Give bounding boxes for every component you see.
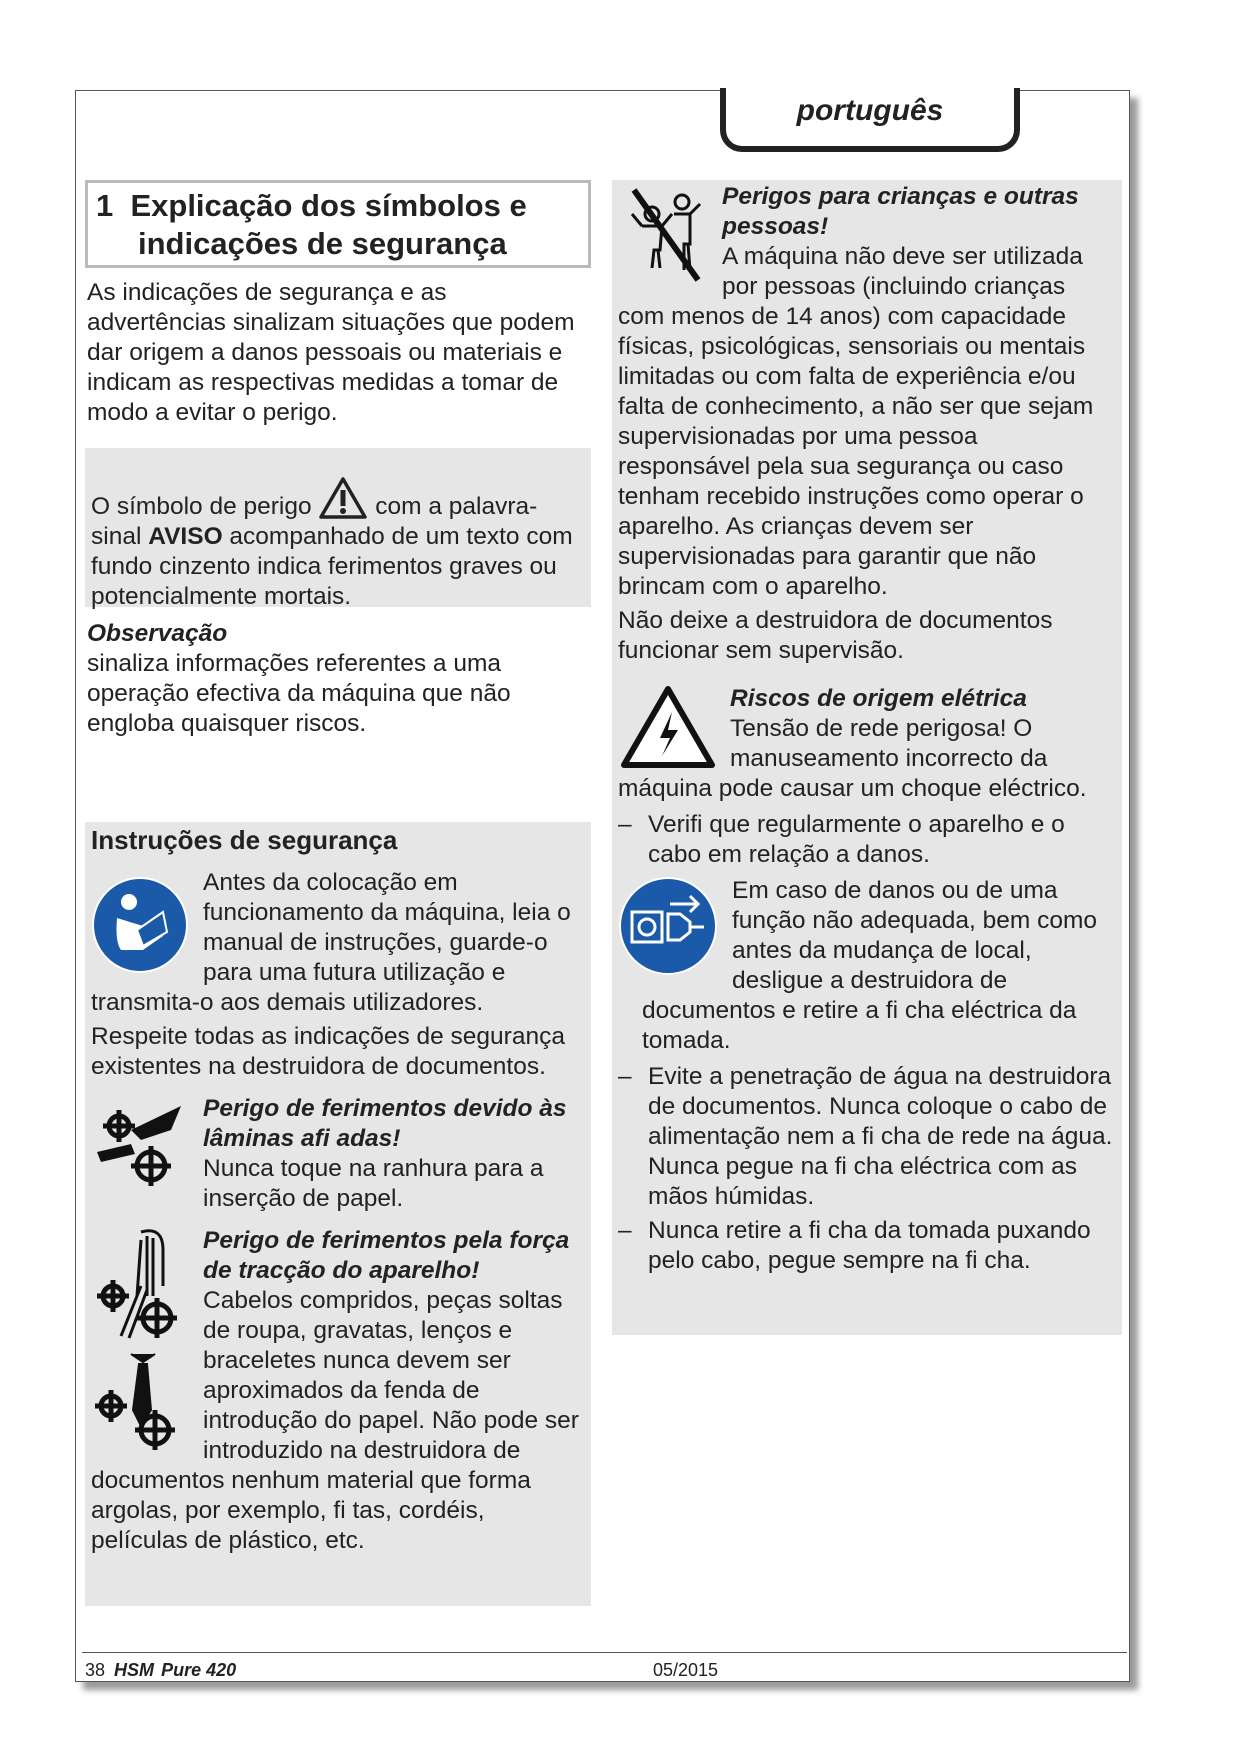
electric-text: Tensão de rede perigosa! O manuseamento incorrecto da máquina pode causar um choque eléctrico. [618, 715, 1087, 802]
read-manual-icon [91, 876, 189, 974]
bullet-check-text: Verifi que regularmente o aparelho e o cabo em relação a danos. [648, 811, 1065, 868]
intro-paragraph: As indicações de segurança e as advertências sinalizam situações que podem dar origem a danos pessoais ou materiais e indicam as respectivas medidas a tomar de modo a evitar o perigo. [87, 279, 575, 426]
footer [85, 1660, 1125, 1681]
bullet-check [618, 810, 1116, 870]
warning-keyword: AVISO [148, 523, 223, 550]
safety-box [85, 822, 591, 1606]
hair-gear-icon [91, 1226, 189, 1346]
electric-hazard-icon [620, 684, 716, 770]
brand-logo: HSM [114, 1660, 155, 1680]
children-title: Perigos para crianças e outras pessoas! [722, 183, 1079, 240]
left-column [85, 180, 591, 1554]
page-number: 38 [85, 1660, 106, 1680]
blades-text: Nunca toque na ranhura para a inserção de papel. [203, 1155, 544, 1212]
right-column [612, 180, 1122, 1335]
language-tab [720, 88, 1020, 152]
unattended-text: Não deixe a destruidora de documentos funcionar sem supervisão. [618, 607, 1053, 664]
section-title-box [85, 180, 591, 268]
children-text: A máquina não deve ser utilizada por pessoas (incluindo crianças com menos de 14 anos) com capacidade físicas, psicológicas, sensoriais ou mentais limitadas ou com falta de experiência e/ou falta de conhecimento, a não ser que sejam supervisionadas por uma pessoa responsável pela sua segurança ou caso tenham recebido instruções como operar o aparelho. As crianças devem ser supervisionadas para garantir que não brincam com o aparelho. [618, 243, 1094, 600]
bullet-pull [618, 1216, 1116, 1276]
pull-text: Cabelos compridos, peças soltas de roupa, gravatas, lenços e braceletes nunca devem ser aproximados da fenda de introdução do papel. Não pode ser introduzido na destruidora de documentos nenhum material que forma argolas, por exemplo, fi tas, cordéis, películas de plástico, etc. [91, 1287, 579, 1554]
tie-gear-icon [91, 1350, 189, 1460]
dash-bullet: – [618, 1063, 632, 1090]
observation-title: Observação [87, 620, 228, 647]
warning-mid: com a palavra-sinal [91, 493, 538, 550]
dash-bullet: – [618, 811, 632, 838]
children-block [618, 182, 1116, 602]
section-title-line1: 1 Explicação dos símbolos e [96, 188, 527, 223]
respect-text: Respeite todas as indicações de segurança existentes na destruidora de documentos. [91, 1023, 565, 1080]
blades-block [91, 1094, 585, 1214]
bullet-water [618, 1062, 1116, 1212]
bullet-pull-text: Nunca retire a fi cha da tomada puxando pelo cabo, pegue sempre na fi cha. [648, 1217, 1091, 1274]
unplug-text: Em caso de danos ou de uma função não adequada, bem como antes da mudança de local, desligue a destruidora de documentos e retire a fi cha eléctrica da tomada. [642, 877, 1098, 1054]
pull-block [91, 1226, 585, 1556]
manual-text: Antes da colocação em funcionamento da máquina, leia o manual de instruções, guarde-o para uma futura utilização e transmita-o aos demais utilizadores. [91, 869, 571, 1016]
electric-block [618, 684, 1116, 804]
electric-title: Riscos de origem elétrica [730, 685, 1027, 712]
observation-text: sinaliza informações referentes a uma operação efectiva da máquina que não engloba quaisquer riscos. [87, 650, 511, 737]
manual-block [91, 868, 585, 1018]
dash-bullet: – [618, 1217, 632, 1244]
pull-icons [91, 1226, 189, 1460]
warning-box [85, 448, 591, 610]
footer-rule [82, 1652, 1127, 1653]
bullet-water-text: Evite a penetração de água na destruidora de documentos. Nunca coloque o cabo de alimentação nem a fi cha de rede na água. Nunca pegue na fi cha eléctrica com as mãos húmidas. [648, 1063, 1113, 1210]
warning-post: acompanhado de um texto com fundo cinzento indica ferimentos graves ou potencialmente mortais. [91, 523, 573, 610]
unplug-icon [618, 876, 718, 976]
language-label: português [796, 94, 944, 127]
section-title-line2: indicações de segurança [138, 226, 507, 261]
pull-title: Perigo de ferimentos pela força de tracção do aparelho! [203, 1227, 570, 1284]
blade-hand-icon [91, 1100, 189, 1196]
footer-date: 05/2015 [653, 1660, 719, 1680]
warning-triangle-icon [318, 476, 368, 520]
warning-pre: O símbolo de perigo [91, 493, 312, 520]
blades-title: Perigo de ferimentos devido às lâminas afi adas! [203, 1095, 567, 1152]
no-children-icon [628, 184, 706, 284]
safety-title: Instruções de segurança [91, 825, 398, 855]
unplug-block [618, 876, 1116, 1056]
model-name: Pure 420 [161, 1660, 237, 1680]
